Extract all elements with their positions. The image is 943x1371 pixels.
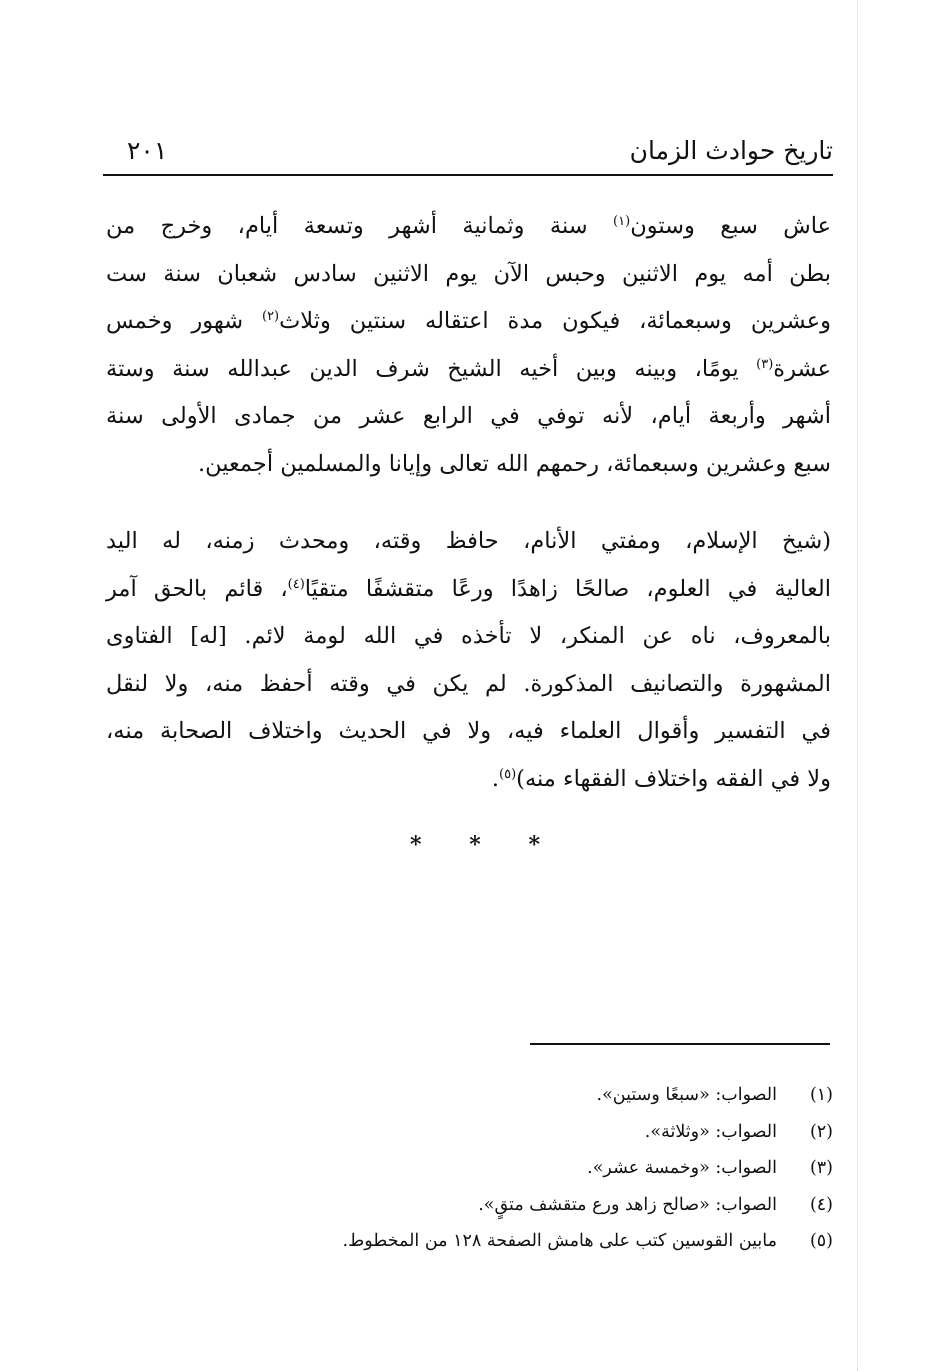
footnote-item: [233, 1190, 833, 1227]
footnote-number: (٣): [809, 1158, 833, 1178]
text-segment: بطن أمه يوم الاثنين وحبس الآن يوم الاثنين سادس شعبان سنة ست: [106, 260, 831, 287]
section-separator: [410, 832, 540, 858]
body-text: [106, 203, 831, 803]
text-segment: ، قائم بالحق آمر: [106, 575, 288, 602]
text-line: [106, 251, 831, 299]
text-segment: العالية في العلوم، صالحًا زاهدًا ورعًا متقشفًا متقيًا: [304, 575, 832, 602]
text-line: [106, 661, 831, 709]
text-segment: شهور وخمس: [106, 308, 262, 334]
text-segment: يومًا، وبينه وبين أخيه الشيخ شرف الدين عبدالله سنة وستة: [106, 355, 757, 382]
footnote-number: (١): [809, 1085, 833, 1105]
text-segment: عاش سبع وستون: [630, 213, 831, 239]
footnote-marker[interactable]: (٢): [261, 309, 280, 324]
text-segment: بالمعروف، ناه عن المنكر، لا تأخذه في الله لومة لائم. [له] الفتاوى: [106, 623, 831, 649]
footnote-number: (٤): [809, 1194, 833, 1215]
text-line: [106, 346, 831, 394]
text-segment: عشرة: [773, 355, 831, 382]
running-header: [103, 130, 833, 176]
text-segment: سبع وعشرين وسبعمائة، رحمهم الله تعالى وإيانا والمسلمين أجمعين.: [197, 450, 831, 477]
footnote-item: [233, 1117, 833, 1154]
text-segment: ولا في الفقه واختلاف الفقهاء منه): [516, 765, 831, 792]
text-line: [106, 708, 831, 756]
text-segment: سنة وثمانية أشهر وتسعة أيام، وخرج من: [106, 213, 614, 239]
text-segment: (شيخ الإسلام، ومفتي الأنام، حافظ وقته، ومحدث زمنه، له اليد: [106, 528, 831, 554]
footnote-marker[interactable]: (٣): [756, 356, 774, 372]
page-number: ٢٠١: [127, 136, 168, 165]
footnotes: [233, 1080, 833, 1263]
text-line: [106, 441, 831, 489]
text-line: [106, 566, 831, 614]
footnote-item: [233, 1153, 833, 1190]
text-line: [106, 298, 831, 346]
separator-asterisk: *: [410, 832, 422, 858]
footnote-marker[interactable]: (١): [613, 214, 631, 229]
margin-dotted-line: [857, 0, 859, 1371]
running-header-title: تاريخ حوادث الزمان: [629, 136, 833, 165]
text-segment: في التفسير وأقوال العلماء فيه، ولا في الحديث واختلاف الصحابة منه،: [106, 718, 831, 744]
footnote-number: (٥): [809, 1231, 833, 1251]
footnote-rule: [530, 1043, 830, 1045]
text-segment: أشهر وأربعة أيام، لأنه توفي في الرابع عشر من جمادى الأولى سنة: [106, 403, 831, 429]
text-line: [106, 393, 831, 441]
footnote-number: (٢): [809, 1121, 833, 1142]
paragraph-1: [106, 203, 831, 488]
footnote-text: الصواب: «وثلاثة».: [644, 1121, 777, 1142]
paragraph-2: [106, 518, 831, 803]
footnote-text: مابين القوسين كتب على هامش الصفحة ١٢٨ من المخطوط.: [342, 1231, 777, 1251]
text-line: [106, 203, 831, 251]
separator-asterisk: *: [469, 832, 481, 858]
footnote-text: الصواب: «وخمسة عشر».: [587, 1158, 777, 1178]
text-line: [106, 756, 831, 804]
footnote-text: الصواب: «سبعًا وستين».: [596, 1085, 777, 1105]
text-line: [106, 518, 831, 566]
footnote-item: [233, 1080, 833, 1117]
footnote-item: [233, 1226, 833, 1263]
text-line: [106, 613, 831, 661]
separator-asterisk: *: [528, 832, 540, 858]
text-segment: المشهورة والتصانيف المذكورة. لم يكن في وقته أحفظ منه، ولا لنقل: [106, 670, 831, 697]
text-segment: .: [491, 765, 500, 792]
footnote-marker[interactable]: (٥): [499, 766, 517, 782]
footnote-marker[interactable]: (٤): [287, 576, 305, 592]
footnote-text: الصواب: «صالح زاهد ورع متقشف متقٍ».: [478, 1194, 777, 1215]
text-segment: وعشرين وسبعمائة، فيكون مدة اعتقاله سنتين وثلاث: [279, 308, 831, 334]
